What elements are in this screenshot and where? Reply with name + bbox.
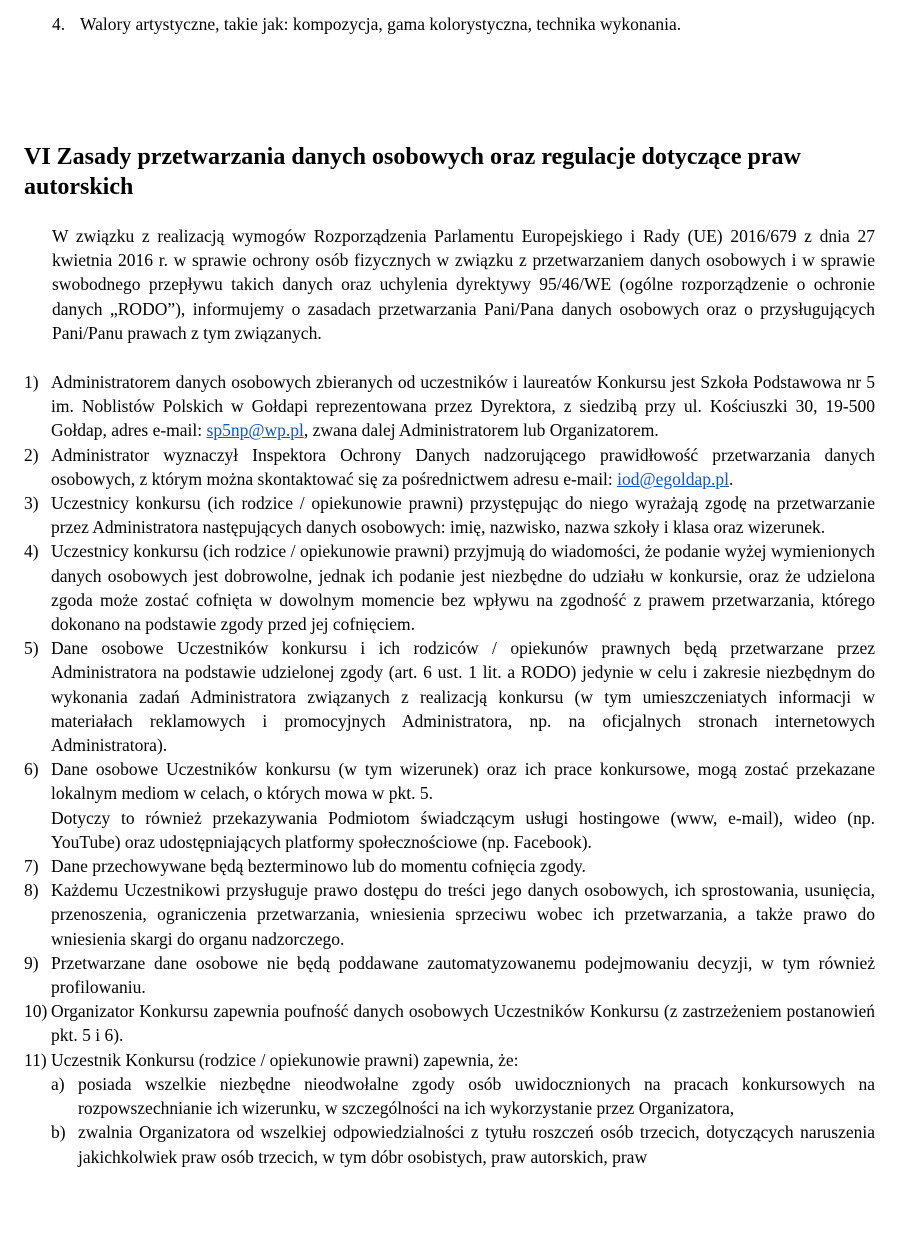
item-text: Przetwarzane dane osobowe nie będą poddawane zautomatyzowanemu podejmowaniu decyzji, w tym również profilowaniu. [51,952,875,998]
iod-email-link[interactable]: iod@egoldap.pl [617,468,730,489]
item-number: 1) [24,372,39,392]
sub-item-a [51,1072,875,1120]
item-text-continued: Dotyczy to również przekazywania Podmiotom świadczącym usługi hostingowe (www, e-mail), wideo (np. YouTube) oraz udostępniających platformy społecznościowe (np. Facebook). [51,807,875,852]
item-number: 11) [24,1049,47,1070]
admin-email-link[interactable]: sp5np@wp.pl [206,420,304,441]
item-number: 3) [24,493,39,514]
intro-paragraph: W związku z realizacją wymogów Rozporządzenia Parlamentu Europejskiego i Rady (UE) 2016/679 z dnia 27 kwietnia 2016 r. w sprawie ochrony osób fizycznych w związku z przetwarzaniem danych osobowych i w sprawie swobodnego przepływu takich danych oraz uchylenia dyrektywy 95/46/WE (ogólne rozporządzenie o ochronie danych „RODO”), informujemy o zasadach przetwarzania Pani/Pana danych osobowych oraz o przysługujących Pani/Panu prawach z tym związanych. [52,226,875,343]
criteria-item-4 [52,14,681,35]
item-number: 10) [24,1001,48,1022]
section-heading: VI Zasady przetwarzania danych osobowych oraz regulacje dotyczące praw autorskich [24,144,801,200]
sub-item-letter: a) [51,1073,65,1094]
item-number: 8) [24,880,39,901]
sub-item-letter: b) [51,1122,66,1143]
item-number: 4. [52,14,66,34]
item-number: 7) [24,856,39,877]
list-item-11 [24,1048,875,1169]
list-item-2 [24,443,875,491]
list-item-4 [24,539,875,636]
item-text: Organizator Konkursu zapewnia poufność danych osobowych Uczestników Konkursu (z zastrzeżeniem postanowień pkt. 5 i 6). [51,1001,875,1046]
item-text: Dane osobowe Uczestników konkursu (w tym wizerunek) oraz ich prace konkursowe, mogą zostać przekazane lokalnym mediom w celach, o których mowa w pkt. 5. [51,759,875,804]
item-text: Dane przechowywane będą bezterminowo lub do momentu cofnięcia zgody. [51,856,586,877]
item-number: 9) [24,952,39,973]
item-text: Uczestnicy konkursu (ich rodzice / opiekunowie prawni) przystępując do niego wyrażają zgodę na przetwarzanie przez Administratora następujących danych osobowych: imię, nazwisko, nazwa szkoły i klasa oraz wizerunek. [51,493,875,538]
item-text: Każdemu Uczestnikowi przysługuje prawo dostępu do treści jego danych osobowych, ich sprostowania, usunięcia, przenoszenia, ograniczenia przetwarzania, wniesienia sprzeciwu wobec ich przetwarzania, a także prawo do wniesienia skargi do organu nadzorczego. [51,880,875,949]
item-number: 2) [24,444,39,465]
item-number: 6) [24,759,39,780]
rodo-list [24,370,875,1169]
item-text: Walory artystyczne, takie jak: kompozycja, gama kolorystyczna, technika wykonania. [80,14,682,34]
list-item-3 [24,491,875,539]
sub-item-b [51,1120,875,1168]
item-text-end: . [729,468,734,489]
item-number: 4) [24,541,39,562]
item-text: Dane osobowe Uczestników konkursu i ich rodziców / opiekunów prawnych będą przetwarzane przez Administratora na podstawie udzielonej zgody (art. 6 ust. 1 lit. a RODO) jedynie w celu i zakresie niezbędnym do wykonania zadań Administratora związanych z realizacją konkursu (w tym umieszczeniatych informacji w materiałach reklamowych i promocyjnych Administratora, np. na oficjalnych stronach internetowych Administratora). [51,638,875,756]
list-item-6 [24,757,875,854]
item-text: Administratorem danych osobowych zbieranych od uczestników i laureatów Konkursu jest Szkoła Podstawowa nr 5 im. Noblistów Polskich w Gołdapi reprezentowana przez Dyrektora, z siedzibą przy ul. Kościuszki 30, 19-500 Gołdap, adres e-mail: [51,372,875,441]
list-item-9 [24,951,875,999]
item-text: Uczestnik Konkursu (rodzice / opiekunowie prawni) zapewnia, że: [51,1049,519,1070]
sub-item-text: zwalnia Organizatora od wszelkiej odpowiedzialności z tytułu roszczeń osób trzecich, dotyczących naruszenia jakichkolwiek praw osób trzecich, w tym dóbr osobistych, praw autorskich, praw [78,1122,875,1167]
list-item-1 [24,370,875,443]
sub-item-text: posiada wszelkie niezbędne nieodwołalne zgody osób uwidocznionych na pracach konkursowych na rozpowszechnianie ich wizerunku, w szczególności na ich wykorzystanie przez Organizatora, [78,1073,875,1119]
item-text: Uczestnicy konkursu (ich rodzice / opiekunowie prawni) przyjmują do wiadomości, że podanie wyżej wymienionych danych osobowych jest dobrowolne, jednak ich podanie jest niezbędne do udziału w konkursie, oraz że udzielona zgoda może zostać cofnięta w dowolnym momencie bez wpływu na zgodność z prawem przetwarzania, którego dokonano na podstawie zgody przed jej cofnięciem. [51,541,875,635]
list-item-5 [24,636,875,757]
list-item-7 [24,854,875,878]
item-text-end: , zwana dalej Administratorem lub Organizatorem. [303,420,659,441]
item-number: 5) [24,638,39,659]
list-item-10 [24,999,875,1047]
list-item-8 [24,878,875,951]
item-text: Administrator wyznaczył Inspektora Ochrony Danych nadzorującego prawidłowość przetwarzania danych osobowych, z którym można skontaktować się za pośrednictwem adresu e-mail: [51,444,875,489]
